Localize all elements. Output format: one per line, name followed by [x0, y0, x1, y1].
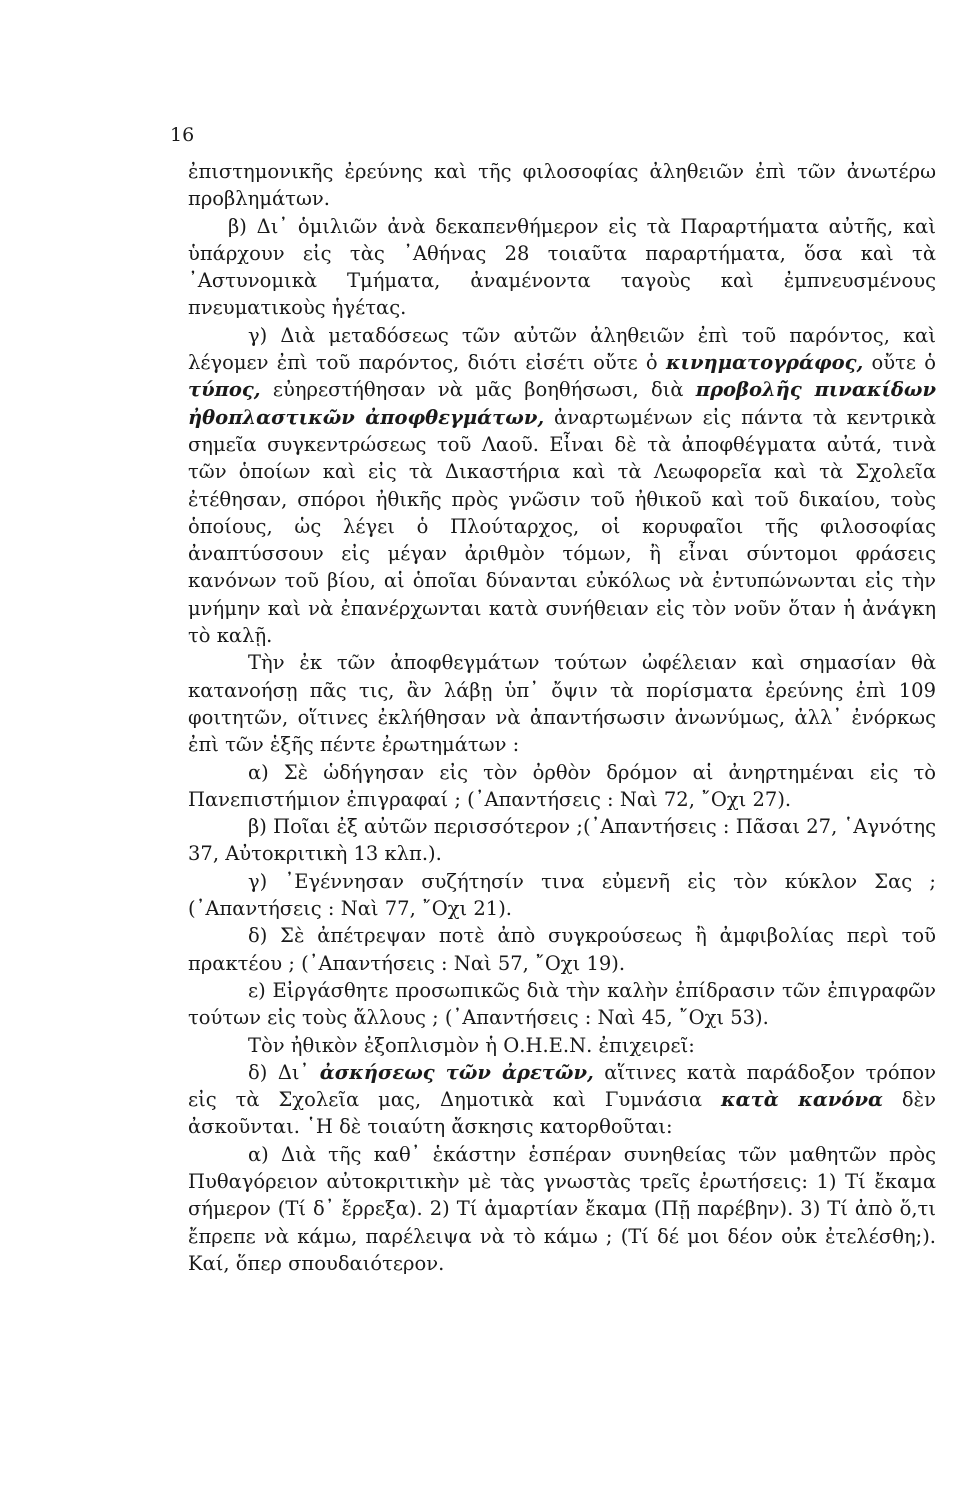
question-alpha: α) Σὲ ὡδήγησαν εἰς τὸν ὀρθὸν δρόμον αἱ ἀνηρτημέναι εἰς τὸ Πανεπιστήμιον ἐπιγραφαί ; (᾽Απαντήσεις : Ναὶ 72, ῎Οχι 27). [188, 760, 936, 811]
delta-text-1: δ) Δι᾽ [248, 1060, 320, 1084]
emphasis-projection: προβολῆς πινακίδων ἠθοπλαστικῶν ἀποφθεγμάτων, [188, 378, 936, 429]
emphasis-as-a-rule: κατὰ κανόνα [721, 1088, 883, 1112]
body-text [188, 158, 936, 1277]
delta-text-2: αἵτινες κατὰ παράδοξον τρόπον εἰς τὰ Σχολεῖα μας, Δημοτικὰ καὶ Γυμνάσια [188, 1060, 936, 1112]
gamma-text-2: οὔτε ὁ [863, 351, 937, 375]
gamma-text-4: ἀναρτωμένων εἰς πάντα τὰ κεντρικὰ σημεῖα συγκεντρώσεως τοῦ Λαοῦ. Εἶναι δὲ τὰ ἀποφθέγματα αὐτά, τινὰ τῶν ὁποίων καὶ εἰς τὰ Δικαστήρια καὶ τὰ Λεωφορεῖα καὶ τὰ Σχολεῖα ἐτέθησαν, σπόροι ἠθικῆς πρὸς γνῶσιν τοῦ ἠθικοῦ καὶ τοῦ δικαίου, τοὺς ὁποίους, ὡς λέγει ὁ Πλούταρχος, οἱ κορυφαῖοι τῆς φιλοσοφίας ἀναπτύσσουν εἰς μέγαν ἀριθμὸν τόμων, ἢ εἶναι σύντομοι φράσεις κανόνων τοῦ βίου, αἱ ὁποῖαι δύνανται εὐκόλως νὰ ἐντυπώνωνται εἰς τὴν μνήμην καὶ νὰ ἐπανέρχωνται κατὰ συνήθειαν εἰς τὸν νοῦν ὅταν ἡ ἀνάγκη τὸ καλῇ. [188, 405, 936, 648]
emphasis-press: τύπος, [188, 378, 261, 402]
gamma-text-3: εὐηρεστήθησαν νὰ μᾶς βοηθήσωσι, διὰ [260, 378, 696, 402]
gamma-text-1: γ) Διὰ μεταδόσεως τῶν αὐτῶν ἀληθειῶν ἐπὶ τοῦ παρόντος, καὶ λέγομεν ἐπὶ τοῦ παρόντος, διότι εἰσέτι οὔτε ὁ [188, 323, 936, 375]
paragraph-continuation: ἐπιστημονικῆς ἐρεύνης καὶ τῆς φιλοσοφίας ἀληθειῶν ἐπὶ τῶν ἀνωτέρω προβλημάτων. [188, 160, 936, 211]
page-number: 16 [170, 124, 195, 146]
paragraph-survey: Τὴν ἐκ τῶν ἀποφθεγμάτων τούτων ὠφέλειαν καὶ σημασίαν θὰ κατανοήσῃ πᾶς τις, ἂν λάβῃ ὑπ᾽ ὄψιν τὰ πορίσματα ἐρεύνης ἐπὶ 109 φοιτητῶν, οἵτινες ἐκλήθησαν νὰ ἀπαντήσωσιν ἀνωνύμως, ἀλλ᾽ ἐνόρκως ἐπὶ τῶν ἑξῆς πέντε ἐρωτημάτων : [188, 651, 936, 757]
question-delta: δ) Σὲ ἀπέτρεψαν ποτὲ ἀπὸ συγκρούσεως ἢ ἀμφιβολίας περὶ τοῦ πρακτέου ; (᾽Απαντήσεις : Ναὶ 57, ῎Οχι 19). [188, 924, 936, 975]
paragraph-gamma [188, 322, 936, 650]
emphasis-virtues: ἀσκήσεως τῶν ἀρετῶν, [319, 1060, 594, 1084]
paragraph-delta-virtues [188, 1059, 936, 1141]
question-gamma: γ) ᾽Εγέννησαν συζήτησίν τινα εὐμενῆ εἰς τὸν κύκλον Σας ; (᾽Απαντήσεις : Ναὶ 77, ῎Οχι 21). [188, 869, 936, 921]
paragraph-beta: β) Δι᾽ ὁμιλιῶν ἀνὰ δεκαπενθήμερον εἰς τὰ Παραρτήματα αὐτῆς, καὶ ὑπάρχουν εἰς τὰς ᾽Αθήνας 28 τοιαῦτα παραρτήματα, ὅσα καὶ τὰ ᾽Αστυνομικὰ Τμήματα, ἀναμένοντα ταγοὺς καὶ ἐμπνευσμένους πνευματικοὺς ἡγέτας. [188, 214, 936, 320]
paragraph-pythagorean: α) Διὰ τῆς καθ᾽ ἑκάστην ἑσπέραν συνηθείας τῶν μαθητῶν πρὸς Πυθαγόρειον αὐτοκριτικὴν μὲ τὰς γνωστὰς τρεῖς ἐρωτήσεις: 1) Τί ἔκαμα σήμερον (Τί δ᾽ ἔρρεξα). 2) Τί ἁμαρτίαν ἔκαμα (Πῇ παρέβην). 3) Τί ἀπὸ ὅ,τι ἔπρεπε νὰ κάμω, παρέλειψα νὰ τὸ κάμω ; (Τί δέ μοι δέον οὐκ ἐτελέσθη;). Καί, ὅπερ σπουδαιότερον. [188, 1142, 936, 1275]
question-beta: β) Ποῖαι ἐξ αὐτῶν περισσότερον ;(᾽Απαντήσεις : Πᾶσαι 27, ῾Αγνότης 37, Αὐτοκριτικὴ 13 κλπ.). [188, 815, 936, 866]
delta-text-3: δὲν ἀσκοῦνται. ῾Η δὲ τοιαύτη ἄσκησις κατορθοῦται: [188, 1088, 936, 1139]
emphasis-cinema: κινηματογράφος, [665, 351, 864, 375]
paragraph-moral-equipment: Τὸν ἠθικὸν ἐξοπλισμὸν ἡ Ο.Η.Ε.Ν. ἐπιχειρεῖ: [248, 1033, 695, 1057]
question-epsilon: ε) Εἰργάσθητε προσωπικῶς διὰ τὴν καλὴν ἐπίδρασιν τῶν ἐπιγραφῶν τούτων εἰς τοὺς ἄλλους ; (᾽Απαντήσεις : Ναὶ 45, ῎Οχι 53). [188, 978, 936, 1030]
